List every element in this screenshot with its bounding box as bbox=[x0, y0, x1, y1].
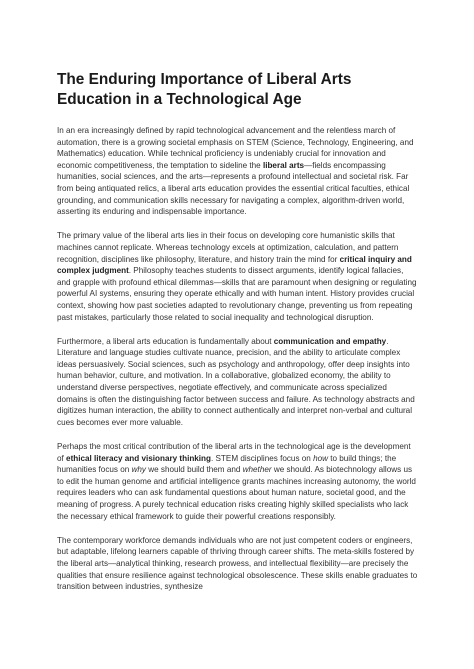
text-run: The contemporary workforce demands individuals who are not just competent coders or engineers, but adaptable, lifelong learners capable of thriving through career shifts. The meta-skills fostered by the liberal arts—analytical thinking, research prowess, and intellectual flexibility—are precisely the qualities that ensure resilience against technological obsolescence. These skills enable graduates to transition between industries, synthesize bbox=[57, 535, 418, 592]
paragraph-ethical-literacy bbox=[57, 441, 419, 522]
emphasis-bold: ethical literacy and visionary thinking bbox=[66, 453, 211, 463]
text-run: . STEM disciplines focus on bbox=[211, 453, 314, 463]
text-run: Perhaps the most critical contribution of the liberal arts in the technological age is the development of bbox=[57, 442, 411, 463]
emphasis-italic: why bbox=[131, 465, 146, 475]
paragraph-communication-empathy bbox=[57, 336, 419, 429]
text-run: we should. As biotechnology allows us to edit the human genome and artificial intelligence grants machines increasing autonomy, the world requires leaders who can ask fundamental questions about human nature, societal good, and the meaning of progress. A purely technical education risks creating highly skilled specialists who lack the necessary ethical framework to guide their powerful creations responsibly. bbox=[57, 465, 416, 521]
text-run: . Literature and language studies cultivate nuance, precision, and the ability to articulate complex ideas persuasively. Social sciences, such as psychology and anthropology, offer deep insights into human behavior, culture, and motivation. In a collaborative, globalized economy, the ability to understand diverse perspectives, negotiate effectively, and communicate across specialized domains is often the distinguishing factor between success and failure. As technology abstracts and digitizes human interaction, the ability to connect authentically and interpret non-verbal and cultural cues becomes ever more valuable. bbox=[57, 336, 415, 427]
emphasis-italic: how bbox=[313, 453, 328, 463]
paragraph-humanistic-skills bbox=[57, 230, 419, 323]
text-run: —fields encompassing humanities, social sciences, and the arts—represents a profound intellectual and societal risk. Far from being antiquated relics, a liberal arts education provides the essential critical faculties, ethical grounding, and communication skills necessary for navigating a complex, algorithm-driven world, asserting its enduring and indispensable importance. bbox=[57, 160, 410, 217]
paragraph-workforce bbox=[57, 535, 419, 593]
paragraph-intro bbox=[57, 125, 419, 218]
text-run: we should build them and bbox=[145, 465, 243, 475]
text-run: . Philosophy teaches students to dissect arguments, identify logical fallacies, and grapple with profound ethical dilemmas—skills that are paramount when designing or regulating powerful AI systems, ensuring they operate ethically and with human intent. History provides crucial context, showing how past societies adapted to revolutionary change, preventing us from repeating past mistakes, particularly those related to social inequality and technological disruption. bbox=[57, 266, 417, 322]
text-run: Furthermore, a liberal arts education is fundamentally about bbox=[57, 336, 274, 346]
emphasis-bold: communication and empathy bbox=[273, 336, 387, 346]
document-title: The Enduring Importance of Liberal Arts Education in a Technological Age bbox=[57, 71, 352, 108]
document-body bbox=[57, 70, 419, 605]
emphasis-italic: whether bbox=[242, 465, 272, 475]
emphasis-bold: critical inquiry and complex judgment bbox=[57, 254, 412, 276]
text-run: to build things; the humanities focus on bbox=[57, 453, 397, 475]
text-run: In an era increasingly defined by rapid technological advancement and the relentless march of automation, there is a growing societal emphasis on STEM (Science, Technology, Engineering, and Mathematics) education. While technical proficiency is undeniably crucial for innovation and economic competitiveness, the temptation to sideline the bbox=[57, 126, 414, 170]
emphasis-bold: liberal arts bbox=[262, 160, 305, 170]
text-run: The primary value of the liberal arts lies in their focus on developing core humanistic skills that machines cannot replicate. Whereas technology excels at optimization, calculation, and pattern recognition, disciplines like philosophy, literature, and history train the mind for bbox=[57, 231, 399, 264]
